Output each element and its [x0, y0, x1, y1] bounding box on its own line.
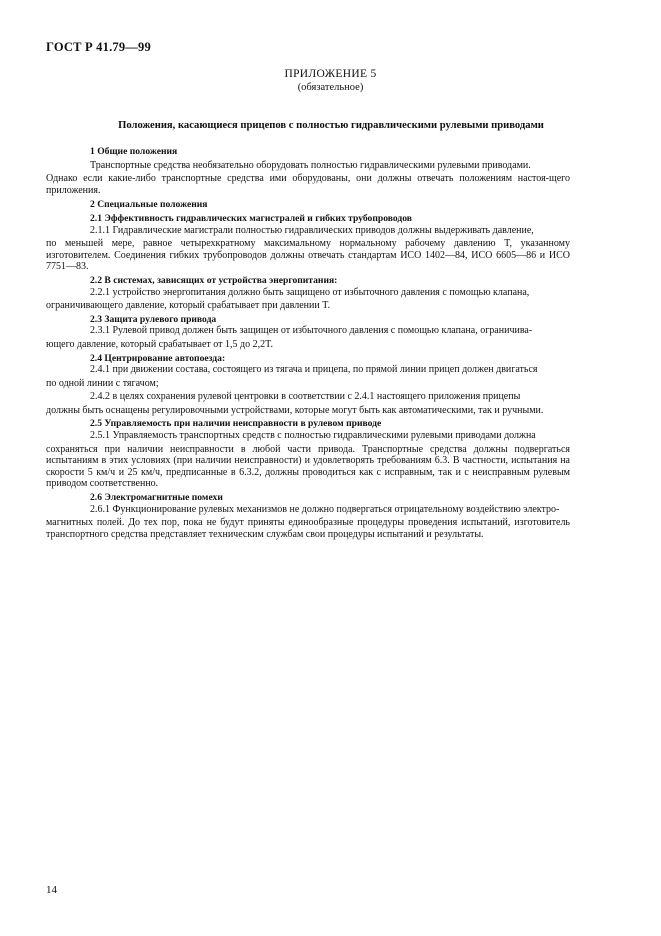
clause-2-6-1-cont: магнитных полей. До тех пор, пока не будут приняты единообразные процедуры проведения испытаний, изготовитель транспортного средства представляет техническим службам свои процедуры испытаний и результаты.	[46, 517, 570, 540]
clause-2-5-1-line1: 2.5.1 Управляемость транспортных средств с полностью гидравлическими рулевыми приводами должна	[90, 430, 536, 442]
clause-2-4-2-line1: 2.4.2 в целях сохранения рулевой центровки в соответствии с 2.4.1 настоящего приложения прицепы	[90, 391, 521, 403]
clause-2-1-1-cont: по меньшей мере, равное четырехкратному максимальному нормальному рабочему давлению T, указанному изготовителем. Соединения гибких трубопроводов должны отвечать стандартам ИСО 1402—84, ИСО 6605—86 и ИСО 7751—83.	[46, 238, 570, 273]
section-1-paragraph-line1: Транспортные средства необязательно оборудовать полностью гидравлическими рулевыми приводами.	[90, 159, 531, 171]
clause-2-5-1-cont: сохраняться при наличии неисправности в любой части привода. Транспортные средства должны подвергаться испытаниям в этих условиях (при наличии неисправности) и удовлетворять требованиям 6.3. В частности, испытания на скорости 5 км/ч и 25 км/ч, предписанные в 6.3.2, должны проводиться как с исправным, так и с неисправным рулевым приводом соответственно.	[46, 443, 570, 490]
clause-2-3-1-cont: ющего давление, который срабатывает от 1,5 до 2,2T.	[46, 338, 273, 350]
clause-2-1-1-line1: 2.1.1 Гидравлические магистрали полностью гидравлических приводов должны выдерживать давление,	[90, 224, 534, 236]
clause-2-2-1-line1: 2.2.1 устройство энергопитания должно быть защищено от избыточного давления с помощью клапана,	[90, 286, 530, 298]
section-2-heading: 2 Специальные положения	[90, 199, 208, 211]
annex-subtitle: (обязательное)	[297, 82, 364, 93]
clause-2-3-1-line1: 2.3.1 Рулевой привод должен быть защищен от избыточного давления с помощью клапана, ограничива-	[90, 325, 533, 337]
annex-title: ПРИЛОЖЕНИЕ 5	[284, 68, 377, 80]
page-number: 14	[46, 884, 57, 896]
section-2-2-heading: 2.2 В системах, зависящих от устройства энергопитания:	[90, 274, 338, 286]
clause-2-4-2-cont: должны быть оснащены регулировочными устройствами, которые могут быть как автоматическими, так и ручными.	[46, 404, 544, 416]
section-2-6-heading: 2.6 Электромагнитные помехи	[90, 492, 223, 504]
section-2-1-heading: 2.1 Эффективность гидравлических магистралей и гибких трубопроводов	[90, 212, 412, 224]
section-2-5-heading: 2.5 Управляемость при наличии неисправности в рулевом приводе	[90, 418, 382, 430]
section-1-paragraph-cont: Однако если какие-либо транспортные средства ими оборудованы, они должны отвечать положениям настоя-щего приложения.	[46, 173, 570, 196]
clause-2-4-1-line1: 2.4.1 при движении состава, состоящего из тягача и прицепа, по прямой линии прицеп должен двигаться	[90, 364, 538, 376]
clause-2-6-1-line1: 2.6.1 Функционирование рулевых механизмов не должно подвергаться отрицательному воздействию электро-	[90, 503, 560, 515]
document-title: Положения, касающиеся прицепов с полностью гидравлическими рулевыми приводами	[118, 120, 544, 131]
clause-2-4-1-cont: по одной линии с тягачом;	[46, 377, 159, 389]
section-2-3-heading: 2.3 Защита рулевого привода	[90, 313, 217, 325]
document-body	[46, 142, 570, 542]
clause-2-2-1-cont: ограничивающего давление, который срабатывает при давлении T.	[46, 300, 331, 312]
standard-code: ГОСТ Р 41.79—99	[46, 40, 151, 54]
section-2-4-heading: 2.4 Центрирование автопоезда:	[90, 352, 226, 364]
section-1-heading: 1 Общие положения	[90, 146, 178, 157]
